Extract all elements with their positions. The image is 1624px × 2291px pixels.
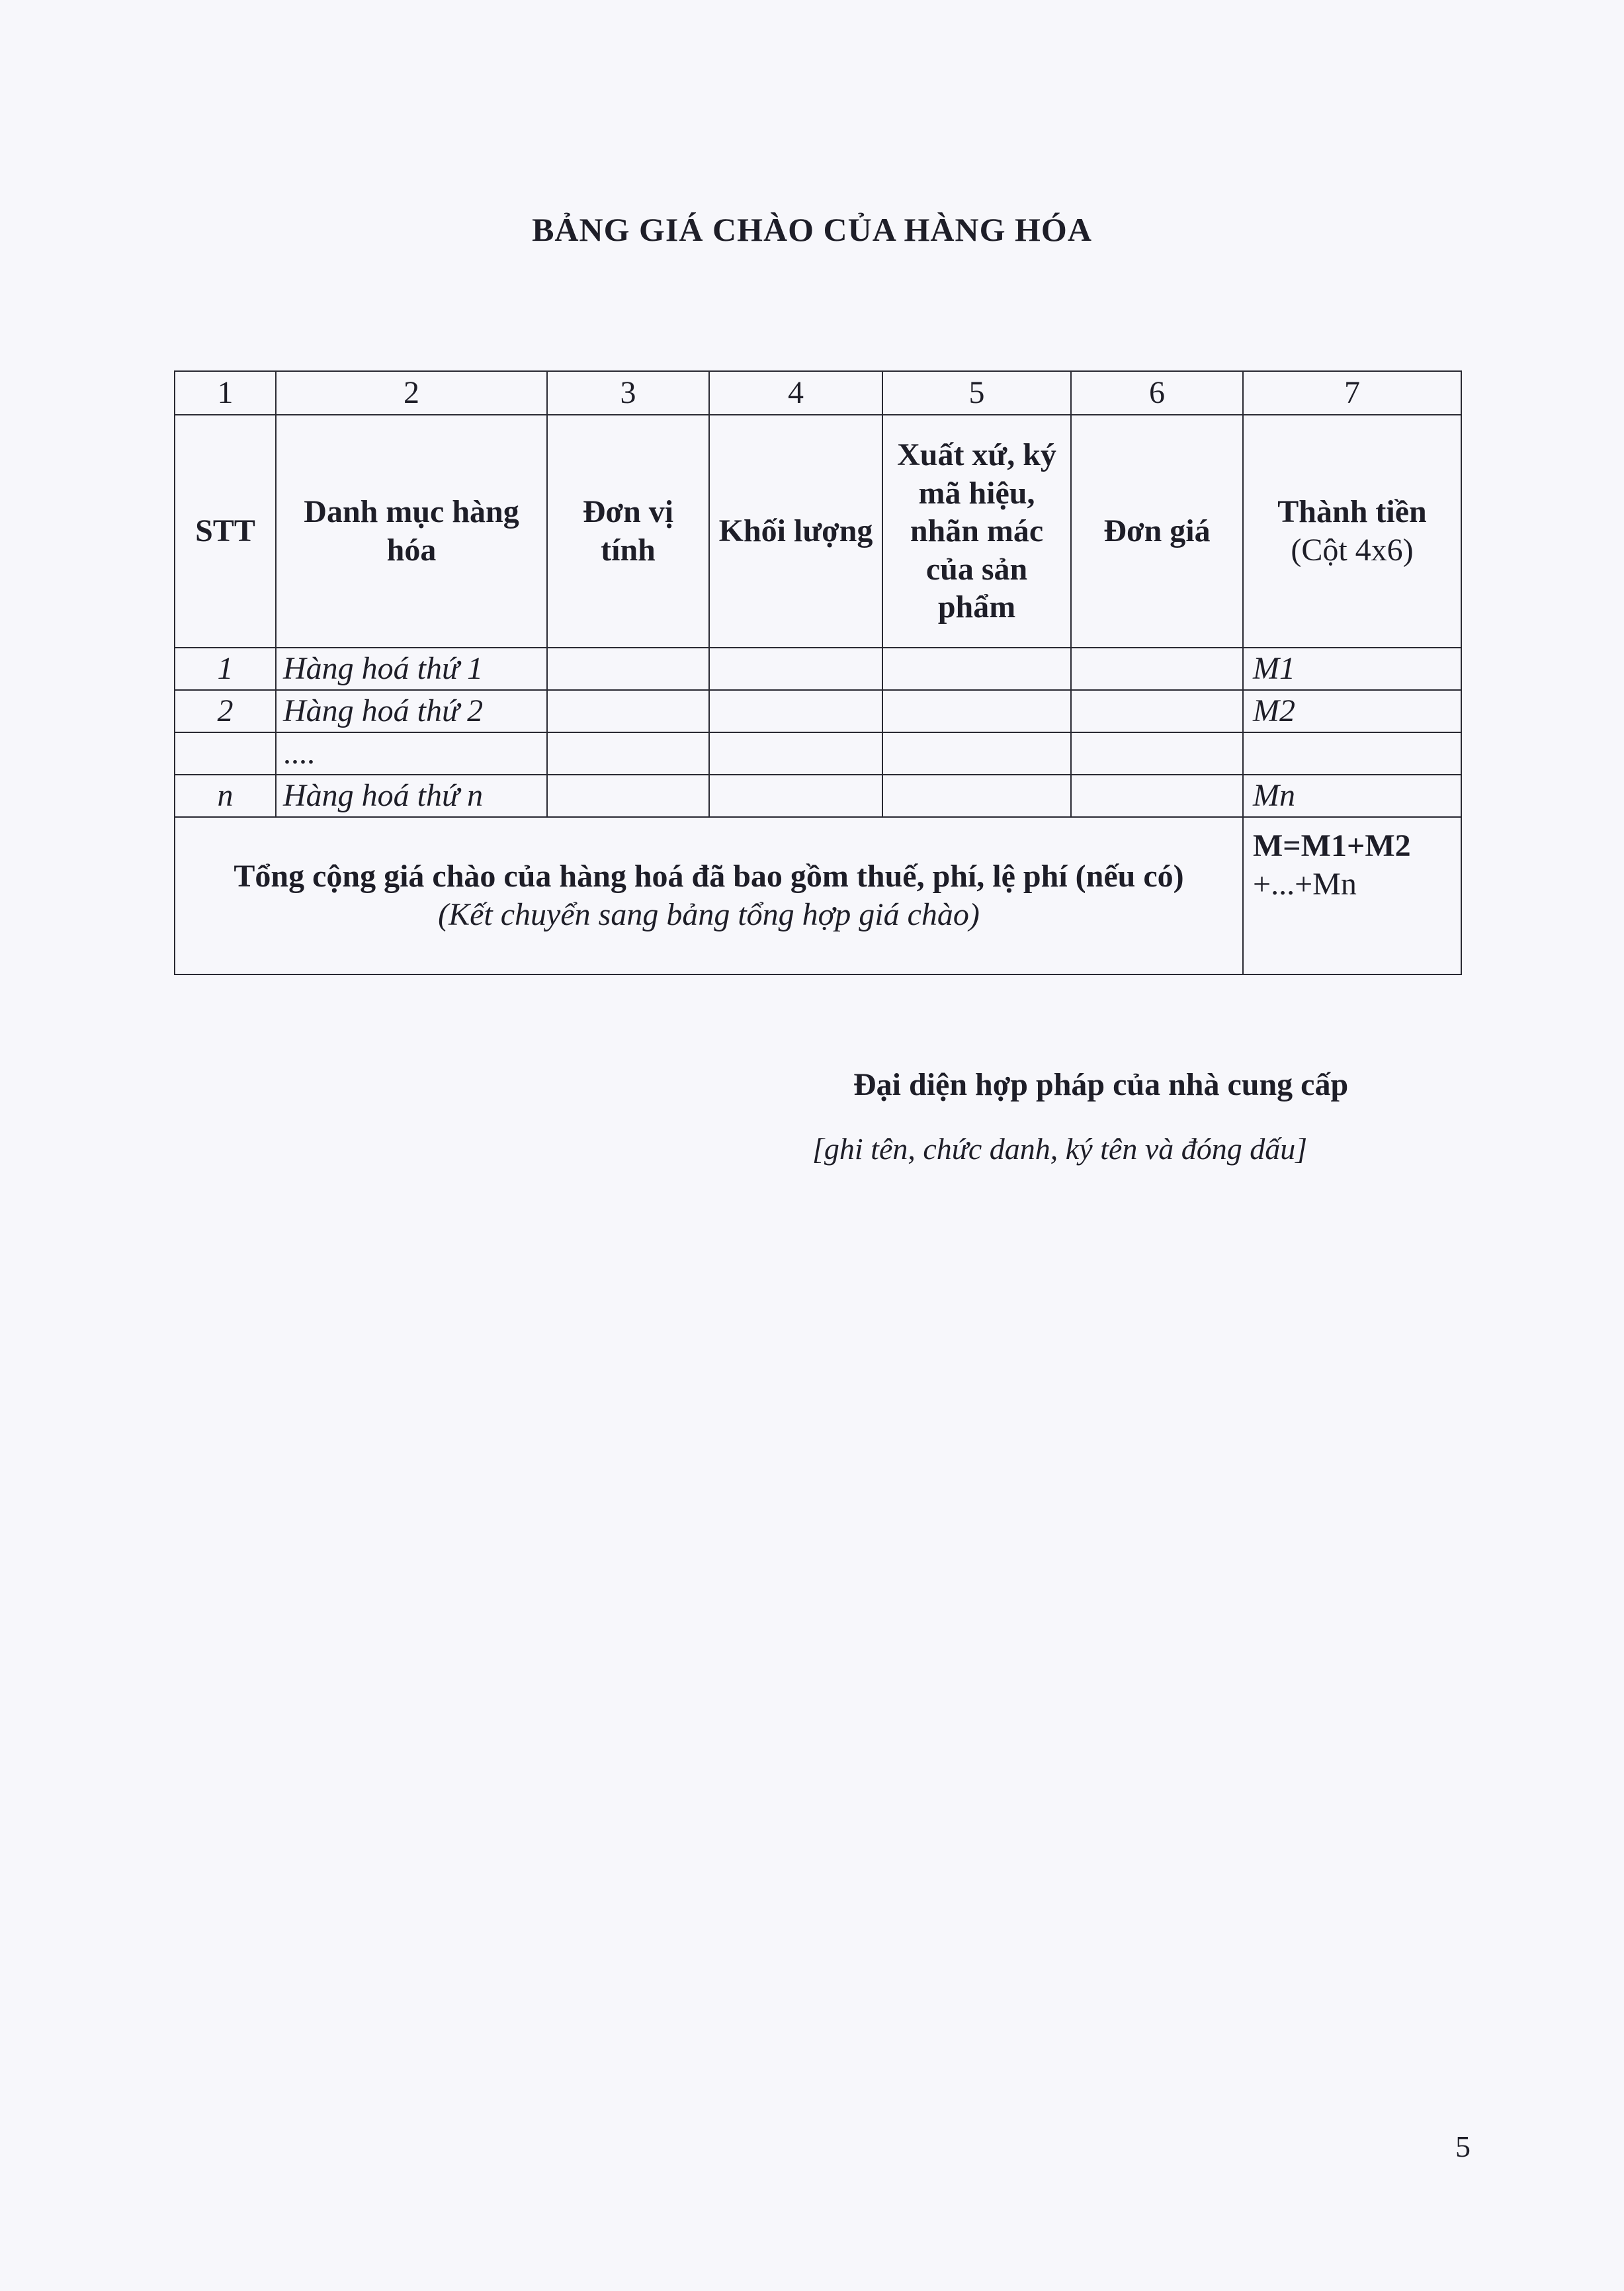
total-label: Tổng cộng giá chào của hàng hoá đã bao gồm thuế, phí, lệ phí (nếu có) [234, 859, 1184, 894]
row-origin [882, 690, 1071, 732]
signature-title: Đại diện hợp pháp của nhà cung cấp [853, 1067, 1349, 1102]
row-item-name: Hàng hoá thứ 2 [276, 690, 547, 732]
table-row [175, 732, 1461, 775]
row-item-name: .... [276, 732, 547, 775]
row-unit-price [1071, 732, 1243, 775]
row-amount [1243, 732, 1461, 775]
column-number: 6 [1071, 371, 1243, 415]
column-number: 1 [175, 371, 276, 415]
row-unit [547, 690, 709, 732]
row-stt [175, 732, 276, 775]
total-value-line1: M=M1+M2 [1253, 828, 1411, 863]
column-number-row [175, 371, 1461, 415]
column-number: 5 [882, 371, 1071, 415]
header-stt: STT [175, 415, 276, 648]
header-unit: Đơn vị tính [547, 415, 709, 648]
price-quote-table [174, 370, 1462, 975]
row-item-name: Hàng hoá thứ 1 [276, 648, 547, 690]
total-note: (Kết chuyển sang bảng tổng hợp giá chào) [438, 897, 980, 932]
header-origin: Xuất xứ, ký mã hiệu, nhãn mác của sản phẩm [882, 415, 1071, 648]
row-origin [882, 648, 1071, 690]
header-amount [1243, 415, 1461, 648]
column-number: 3 [547, 371, 709, 415]
header-amount-formula: (Cột 4x6) [1291, 533, 1414, 568]
table-row [175, 690, 1461, 732]
row-stt: 1 [175, 648, 276, 690]
header-item-list: Danh mục hàng hóa [276, 415, 547, 648]
document-title: BẢNG GIÁ CHÀO CỦA HÀNG HÓA [532, 211, 1092, 248]
row-quantity [709, 648, 882, 690]
row-quantity [709, 690, 882, 732]
row-unit-price [1071, 775, 1243, 817]
row-origin [882, 732, 1071, 775]
row-unit [547, 648, 709, 690]
row-amount: Mn [1243, 775, 1461, 817]
total-value-line2: +...+Mn [1253, 866, 1357, 902]
table-row [175, 775, 1461, 817]
total-row [175, 817, 1461, 974]
row-origin [882, 775, 1071, 817]
header-amount-title: Thành tiền [1277, 494, 1427, 530]
column-number: 7 [1243, 371, 1461, 415]
header-unit-price: Đơn giá [1071, 415, 1243, 648]
header-row [175, 415, 1461, 648]
total-label-cell [175, 817, 1243, 974]
row-amount: M1 [1243, 648, 1461, 690]
row-stt: 2 [175, 690, 276, 732]
header-quantity: Khối lượng [709, 415, 882, 648]
column-number: 2 [276, 371, 547, 415]
row-item-name: Hàng hoá thứ n [276, 775, 547, 817]
page-number: 5 [1455, 2130, 1471, 2163]
row-unit-price [1071, 648, 1243, 690]
row-amount: M2 [1243, 690, 1461, 732]
row-quantity [709, 732, 882, 775]
column-number: 4 [709, 371, 882, 415]
table-row [175, 648, 1461, 690]
row-stt: n [175, 775, 276, 817]
total-value-cell [1243, 817, 1461, 974]
signature-note: [ghi tên, chức danh, ký tên và đóng dấu] [812, 1132, 1308, 1166]
row-unit [547, 732, 709, 775]
row-unit-price [1071, 690, 1243, 732]
row-quantity [709, 775, 882, 817]
row-unit [547, 775, 709, 817]
